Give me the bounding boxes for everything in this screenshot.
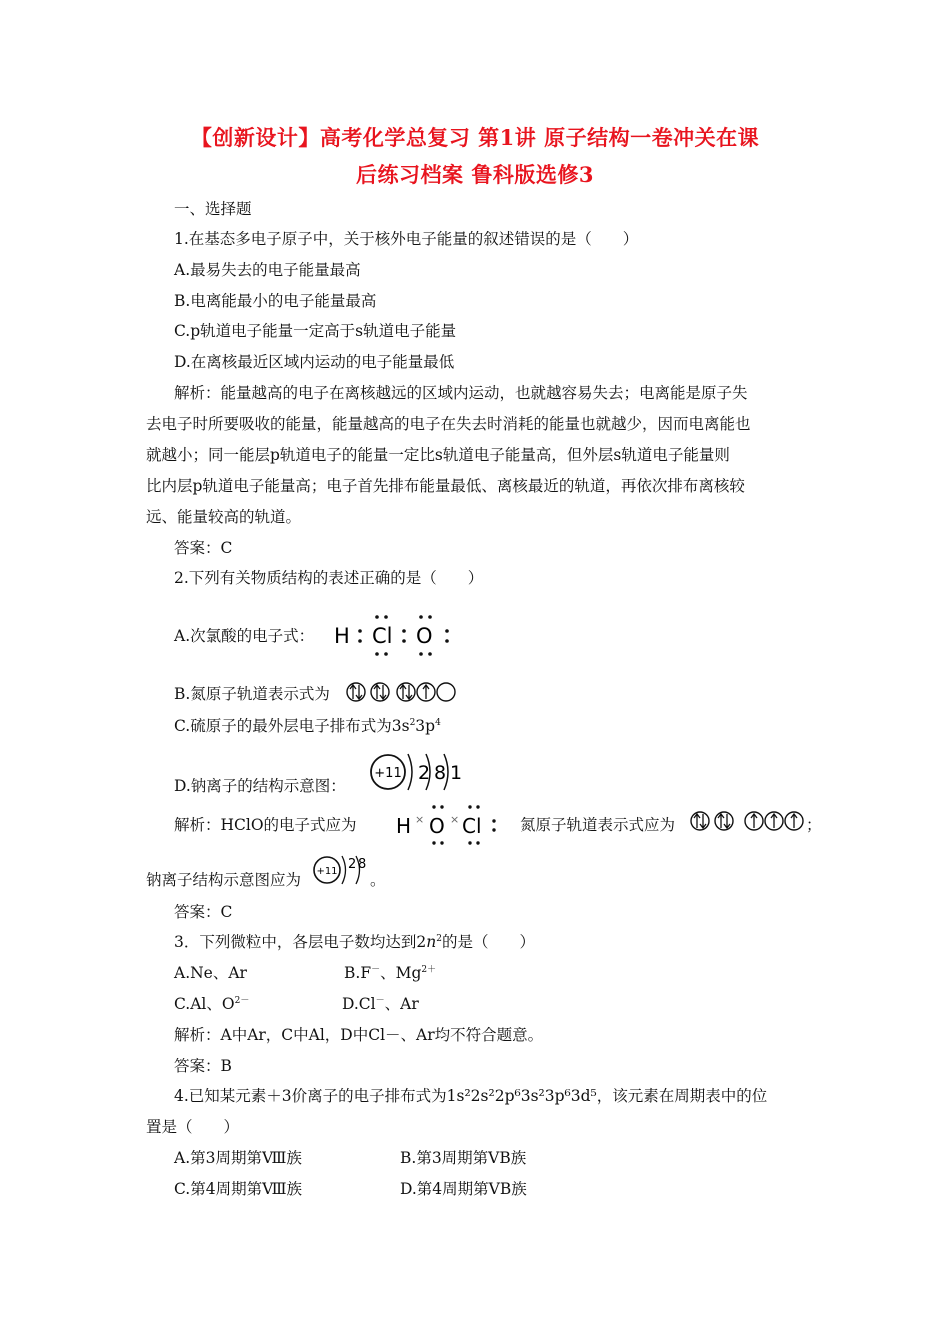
q1-analysis-line-4: 比内层p轨道电子能量高；电子首先排布能量最低、离核最近的轨道，再依次排布离核较 <box>146 477 745 495</box>
nitrogen-orbital-diagram-correct <box>690 810 808 832</box>
svg-text:×: × <box>450 813 460 826</box>
q1-analysis-line-2: 去电子时所要吸收的能量，能量越高的电子在失去时消耗的能量也就越少，因而电离能也 <box>146 415 751 433</box>
q1-stem: 1.在基态多电子原子中，关于核外电子能量的叙述错误的是（ ） <box>174 230 639 248</box>
svg-text:2: 2 <box>418 762 431 784</box>
q1-analysis-line-5: 远、能量较高的轨道。 <box>146 508 302 526</box>
q4-option-d: D.第4周期第ⅤB族 <box>400 1180 527 1198</box>
svg-text:1: 1 <box>450 762 463 784</box>
q1-analysis-line-1: 解析：能量越高的电子在离核越远的区域内运动，也就越容易失去；电离能是原子失 <box>174 384 748 402</box>
sodium-ion-structure-diagram-wrong <box>368 748 468 796</box>
formula-o: O <box>416 624 433 648</box>
q4-option-a: A.第3周期第Ⅷ族 <box>174 1149 302 1167</box>
svg-text:H: H <box>396 814 412 838</box>
orbital-circle <box>347 683 365 701</box>
svg-text:+11: +11 <box>316 866 338 877</box>
document-title-line-1: 【创新设计】高考化学总复习 第1讲 原子结构一卷冲关在课 <box>190 125 760 150</box>
sodium-ion-structure-diagram-correct <box>312 852 372 890</box>
formula-cl: Cl <box>372 624 393 648</box>
q1-analysis-line-3: 就越小；同一能层p轨道电子的能量一定比s轨道电子能量高，但外层s轨道电子能量则 <box>146 446 730 464</box>
q1-option-d: D.在离核最近区域内运动的电子能量最低 <box>174 353 455 371</box>
q2-analysis-period: 。 <box>370 871 386 889</box>
document-title-line-2: 后练习档案 鲁科版选修3 <box>356 162 594 187</box>
q3-stem: 3．下列微粒中，各层电子数均达到$2n^2$的是（ ） <box>174 933 535 951</box>
q4-stem-line-1: 4.已知某元素＋3价离子的电子排布式为1s²2s²2p⁶3s²3p⁶3d⁵，该元素在周期表中的位 <box>174 1087 768 1105</box>
orbital-circle <box>437 683 455 701</box>
svg-text:8: 8 <box>434 762 447 784</box>
formula-h: H <box>334 624 350 648</box>
q2-stem: 2.下列有关物质结构的表述正确的是（ ） <box>174 569 484 587</box>
q2-option-c: C.硫原子的最外层电子排布式为$3s^23p^4$ <box>174 717 441 735</box>
q1-option-b: B.电离能最小的电子能量最高 <box>174 292 377 310</box>
q2-analysis-hclo: 解析：HClO的电子式应为 <box>174 816 357 834</box>
hclo-wrong-electron-formula <box>330 612 460 658</box>
q2-option-a-label: A.次氯酸的电子式： <box>174 627 315 645</box>
q3-answer: 答案：B <box>174 1057 232 1075</box>
q4-stem-line-2: 置是（ ） <box>146 1118 240 1136</box>
orbital-circle <box>691 812 709 830</box>
q3-option-a: A.Ne、Ar <box>174 964 247 982</box>
q3-option-c: C.Al、$O^{2-}$ <box>174 995 250 1013</box>
q1-answer: 答案：C <box>174 539 233 557</box>
svg-text:Cl: Cl <box>462 814 482 838</box>
q4-option-c: C.第4周期第Ⅷ族 <box>174 1180 303 1198</box>
q2-analysis-sodium: 钠离子结构示意图应为 <box>146 871 302 889</box>
section-heading: 一、选择题 <box>174 200 252 218</box>
q2-option-d-label: D.钠离子的结构示意图： <box>174 777 346 795</box>
svg-text:2: 2 <box>348 857 357 872</box>
q1-option-c: C.p轨道电子能量一定高于s轨道电子能量 <box>174 322 457 340</box>
orbital-circle <box>371 683 389 701</box>
q3-option-b: B.F－、$Mg^{2+}$ <box>344 964 437 982</box>
nitrogen-orbital-diagram-wrong <box>346 681 458 703</box>
q2-option-b-label: B.氮原子轨道表示式为 <box>174 685 330 703</box>
q1-option-a: A.最易失去的电子能量最高 <box>174 261 361 279</box>
q2-analysis-semicolon: ； <box>806 816 822 834</box>
q4-option-b: B.第3周期第ⅤB族 <box>400 1149 527 1167</box>
svg-text:8: 8 <box>358 857 367 872</box>
svg-text:+11: +11 <box>374 766 402 781</box>
q3-analysis: 解析：A中Ar，C中Al，D中Cl－、Ar均不符合题意。 <box>174 1026 544 1044</box>
svg-text:×: × <box>415 813 425 826</box>
q3-option-d: D.Cl－、Ar <box>342 995 419 1013</box>
hclo-correct-electron-formula <box>392 803 500 847</box>
orbital-circle <box>397 683 415 701</box>
q2-analysis-nitrogen: 氮原子轨道表示式应为 <box>520 816 676 834</box>
svg-text:O: O <box>429 814 445 838</box>
q2-answer: 答案：C <box>174 903 233 921</box>
orbital-circle <box>715 812 733 830</box>
